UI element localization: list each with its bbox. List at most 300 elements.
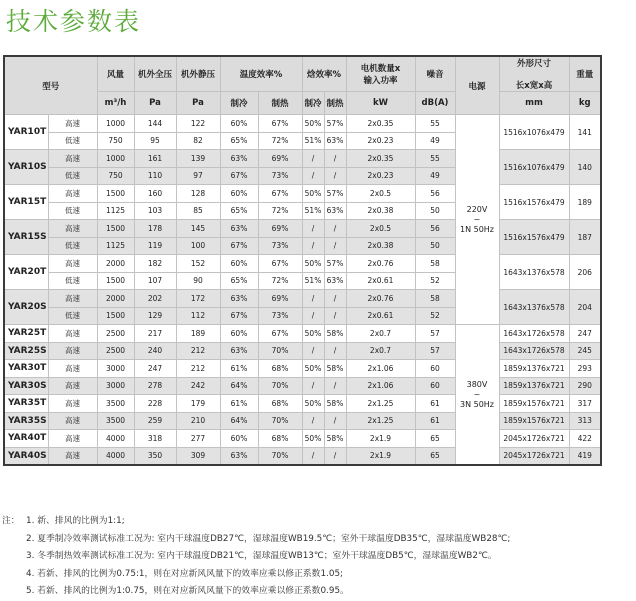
static-pressure-cell: 100: [176, 237, 220, 255]
enthalpy-cooling-cell: 50%: [302, 430, 324, 448]
enthalpy-cooling-cell: /: [302, 237, 324, 255]
noise-cell: 56: [415, 220, 455, 238]
header-total-pressure: 机外全压: [134, 56, 176, 92]
size-cell: 1643x1376x578: [499, 255, 569, 290]
temp-cooling-cell: 63%: [220, 220, 258, 238]
total-pressure-cell: 240: [134, 342, 176, 360]
noise-cell: 49: [415, 132, 455, 150]
table-row: [4, 185, 601, 203]
total-pressure-cell: 247: [134, 360, 176, 378]
airflow-cell: 1500: [97, 220, 134, 238]
total-pressure-cell: 278: [134, 377, 176, 395]
speed-cell: 高速: [48, 115, 97, 133]
temp-cooling-cell: 61%: [220, 360, 258, 378]
unit-size: mm: [499, 92, 569, 115]
power-supply-line: 1N 50Hz: [459, 224, 494, 234]
enthalpy-cooling-cell: /: [302, 447, 324, 465]
unit-airflow: m³/h: [97, 92, 134, 115]
total-pressure-cell: 182: [134, 255, 176, 273]
weight-cell: 204: [569, 290, 601, 325]
motor-cell: 2x0.35: [346, 150, 415, 168]
model-cell: YAR10T: [4, 115, 48, 150]
temp-heating-cell: 67%: [258, 255, 302, 273]
note-text: 4. 若新、排风的比例为0.75:1，则在对应新风风量下的效率应乘以修正系数1.05;: [26, 568, 343, 579]
model-cell: YAR25T: [4, 325, 48, 343]
unit-motor: kW: [346, 92, 415, 115]
enthalpy-heating-cell: /: [324, 167, 346, 185]
airflow-cell: 2000: [97, 255, 134, 273]
total-pressure-cell: 318: [134, 430, 176, 448]
size-cell: 1516x1576x479: [499, 220, 569, 255]
speed-cell: 高速: [48, 412, 97, 430]
enthalpy-heating-cell: /: [324, 150, 346, 168]
total-pressure-cell: 129: [134, 307, 176, 325]
airflow-cell: 2000: [97, 290, 134, 308]
temp-cooling-cell: 63%: [220, 150, 258, 168]
spec-table: [3, 55, 602, 466]
speed-cell: 高速: [48, 377, 97, 395]
enthalpy-cooling-cell: 50%: [302, 395, 324, 413]
power-supply-line: 380V: [466, 379, 488, 389]
weight-cell: 187: [569, 220, 601, 255]
airflow-cell: 1000: [97, 115, 134, 133]
enthalpy-cooling-cell: 50%: [302, 360, 324, 378]
airflow-cell: 3000: [97, 377, 134, 395]
temp-heating-cell: 70%: [258, 412, 302, 430]
speed-cell: 高速: [48, 255, 97, 273]
temp-heating-cell: 70%: [258, 377, 302, 395]
table-row: [4, 377, 601, 395]
total-pressure-cell: 144: [134, 115, 176, 133]
temp-cooling-cell: 63%: [220, 342, 258, 360]
temp-heating-cell: 72%: [258, 202, 302, 220]
enthalpy-heating-cell: 57%: [324, 115, 346, 133]
noise-cell: 58: [415, 290, 455, 308]
total-pressure-cell: 217: [134, 325, 176, 343]
speed-cell: 高速: [48, 360, 97, 378]
noise-cell: 56: [415, 185, 455, 203]
size-cell: 1859x1576x721: [499, 412, 569, 430]
enthalpy-heating-cell: 57%: [324, 185, 346, 203]
note-text: 5. 若新、排风的比例为1:0.75，则在对应新风风量下的效率应乘以修正系数0.95。: [26, 586, 349, 596]
speed-cell: 高速: [48, 447, 97, 465]
motor-cell: 2x1.9: [346, 447, 415, 465]
static-pressure-cell: 97: [176, 167, 220, 185]
total-pressure-cell: 228: [134, 395, 176, 413]
enthalpy-cooling-cell: /: [302, 290, 324, 308]
power-supply-cell: [455, 115, 499, 325]
static-pressure-cell: 112: [176, 307, 220, 325]
speed-cell: 低速: [48, 237, 97, 255]
temp-cooling-cell: 60%: [220, 325, 258, 343]
size-cell: 2045x1726x721: [499, 430, 569, 448]
airflow-cell: 1500: [97, 272, 134, 290]
static-pressure-cell: 189: [176, 325, 220, 343]
weight-cell: 247: [569, 325, 601, 343]
size-cell: 1643x1376x578: [499, 290, 569, 325]
table-row: [4, 412, 601, 430]
enthalpy-heating-cell: 58%: [324, 360, 346, 378]
enthalpy-heating-cell: /: [324, 290, 346, 308]
notes: [2, 513, 510, 601]
noise-cell: 58: [415, 255, 455, 273]
temp-cooling-cell: 61%: [220, 395, 258, 413]
table-row: [4, 360, 601, 378]
temp-cooling-cell: 60%: [220, 185, 258, 203]
motor-cell: 2x0.23: [346, 132, 415, 150]
temp-cooling-cell: 67%: [220, 307, 258, 325]
temp-heating-cell: 67%: [258, 115, 302, 133]
airflow-cell: 2500: [97, 325, 134, 343]
speed-cell: 高速: [48, 220, 97, 238]
total-pressure-cell: 350: [134, 447, 176, 465]
noise-cell: 49: [415, 167, 455, 185]
header-noise: 噪音: [415, 56, 455, 92]
size-cell: 1859x1376x721: [499, 377, 569, 395]
total-pressure-cell: 107: [134, 272, 176, 290]
power-supply-cell: [455, 325, 499, 466]
airflow-cell: 3000: [97, 360, 134, 378]
weight-cell: 419: [569, 447, 601, 465]
temp-heating-cell: 67%: [258, 325, 302, 343]
motor-cell: 2x0.7: [346, 342, 415, 360]
size-cell: 1516x1076x479: [499, 115, 569, 150]
noise-cell: 55: [415, 115, 455, 133]
table-row: [4, 395, 601, 413]
temp-cooling-cell: 60%: [220, 255, 258, 273]
motor-cell: 2x0.61: [346, 272, 415, 290]
size-cell: 1643x1726x578: [499, 342, 569, 360]
temp-cooling-cell: 67%: [220, 167, 258, 185]
speed-cell: 低速: [48, 272, 97, 290]
static-pressure-cell: 212: [176, 360, 220, 378]
enthalpy-heating-cell: 63%: [324, 272, 346, 290]
static-pressure-cell: 85: [176, 202, 220, 220]
enthalpy-cooling-cell: /: [302, 342, 324, 360]
total-pressure-cell: 161: [134, 150, 176, 168]
temp-cooling-cell: 64%: [220, 412, 258, 430]
noise-cell: 57: [415, 342, 455, 360]
temp-heating-cell: 72%: [258, 132, 302, 150]
enthalpy-cooling-cell: 50%: [302, 115, 324, 133]
enthalpy-cooling-cell: /: [302, 412, 324, 430]
header-temp-heating: 制热: [258, 92, 302, 115]
motor-cell: 2x1.06: [346, 360, 415, 378]
table-row: [4, 290, 601, 308]
model-cell: YAR15T: [4, 185, 48, 220]
temp-heating-cell: 69%: [258, 290, 302, 308]
speed-cell: 低速: [48, 307, 97, 325]
size-cell: 1643x1726x578: [499, 325, 569, 343]
note-item: [2, 513, 510, 531]
airflow-cell: 3500: [97, 395, 134, 413]
unit-weight: kg: [569, 92, 601, 115]
header-temp-cooling: 制冷: [220, 92, 258, 115]
temp-heating-cell: 68%: [258, 430, 302, 448]
header-motor: 电机数量x 输入功率: [346, 56, 415, 92]
table-row: [4, 255, 601, 273]
airflow-cell: 1500: [97, 307, 134, 325]
table-row: [4, 342, 601, 360]
motor-cell: 2x0.61: [346, 307, 415, 325]
header-model: 型号: [4, 56, 97, 115]
total-pressure-cell: 103: [134, 202, 176, 220]
unit-static-pressure: Pa: [176, 92, 220, 115]
static-pressure-cell: 210: [176, 412, 220, 430]
note-prefix: 注：: [2, 516, 20, 526]
enthalpy-cooling-cell: 51%: [302, 132, 324, 150]
airflow-cell: 750: [97, 132, 134, 150]
model-cell: YAR20T: [4, 255, 48, 290]
model-cell: YAR30S: [4, 377, 48, 395]
temp-heating-cell: 73%: [258, 237, 302, 255]
header-temp-efficiency: 温度效率%: [220, 56, 302, 92]
table-row: [4, 325, 601, 343]
speed-cell: 高速: [48, 290, 97, 308]
weight-cell: 245: [569, 342, 601, 360]
temp-heating-cell: 67%: [258, 185, 302, 203]
speed-cell: 低速: [48, 132, 97, 150]
model-cell: YAR40S: [4, 447, 48, 465]
model-cell: YAR40T: [4, 430, 48, 448]
temp-cooling-cell: 60%: [220, 115, 258, 133]
note-item: [2, 531, 510, 549]
static-pressure-cell: 128: [176, 185, 220, 203]
enthalpy-cooling-cell: 50%: [302, 255, 324, 273]
total-pressure-cell: 119: [134, 237, 176, 255]
noise-cell: 61: [415, 412, 455, 430]
weight-cell: 141: [569, 115, 601, 150]
enthalpy-heating-cell: /: [324, 307, 346, 325]
airflow-cell: 1500: [97, 185, 134, 203]
table-row: [4, 220, 601, 238]
motor-cell: 2x0.76: [346, 290, 415, 308]
speed-cell: 高速: [48, 342, 97, 360]
enthalpy-cooling-cell: /: [302, 220, 324, 238]
airflow-cell: 2500: [97, 342, 134, 360]
static-pressure-cell: 242: [176, 377, 220, 395]
temp-heating-cell: 70%: [258, 447, 302, 465]
static-pressure-cell: 179: [176, 395, 220, 413]
power-supply-line: 3N 50Hz: [459, 399, 494, 409]
header-enthalpy-efficiency: 焓效率%: [302, 56, 346, 92]
enthalpy-cooling-cell: /: [302, 377, 324, 395]
motor-cell: 2x0.38: [346, 237, 415, 255]
speed-cell: 高速: [48, 325, 97, 343]
noise-cell: 52: [415, 272, 455, 290]
static-pressure-cell: 145: [176, 220, 220, 238]
speed-cell: 高速: [48, 185, 97, 203]
motor-cell: 2x1.25: [346, 412, 415, 430]
static-pressure-cell: 122: [176, 115, 220, 133]
enthalpy-cooling-cell: 51%: [302, 272, 324, 290]
enthalpy-heating-cell: /: [324, 220, 346, 238]
enthalpy-cooling-cell: 50%: [302, 185, 324, 203]
header-static-pressure: 机外静压: [176, 56, 220, 92]
model-cell: YAR35T: [4, 395, 48, 413]
total-pressure-cell: 178: [134, 220, 176, 238]
power-supply-line: ~: [473, 389, 481, 399]
noise-cell: 65: [415, 447, 455, 465]
size-cell: 1859x1376x721: [499, 360, 569, 378]
static-pressure-cell: 212: [176, 342, 220, 360]
airflow-cell: 750: [97, 167, 134, 185]
static-pressure-cell: 152: [176, 255, 220, 273]
noise-cell: 61: [415, 395, 455, 413]
enthalpy-heating-cell: 57%: [324, 255, 346, 273]
model-cell: YAR20S: [4, 290, 48, 325]
total-pressure-cell: 259: [134, 412, 176, 430]
enthalpy-heating-cell: /: [324, 412, 346, 430]
motor-cell: 2x1.9: [346, 430, 415, 448]
weight-cell: 313: [569, 412, 601, 430]
weight-cell: 290: [569, 377, 601, 395]
motor-cell: 2x0.76: [346, 255, 415, 273]
static-pressure-cell: 172: [176, 290, 220, 308]
enthalpy-heating-cell: 58%: [324, 430, 346, 448]
header-enthalpy-heating: 制热: [324, 92, 346, 115]
motor-cell: 2x0.35: [346, 115, 415, 133]
enthalpy-cooling-cell: 51%: [302, 202, 324, 220]
motor-cell: 2x0.7: [346, 325, 415, 343]
model-cell: YAR30T: [4, 360, 48, 378]
table-row: [4, 115, 601, 133]
temp-heating-cell: 70%: [258, 342, 302, 360]
enthalpy-heating-cell: 58%: [324, 395, 346, 413]
enthalpy-heating-cell: /: [324, 342, 346, 360]
noise-cell: 55: [415, 150, 455, 168]
enthalpy-cooling-cell: 50%: [302, 325, 324, 343]
temp-cooling-cell: 64%: [220, 377, 258, 395]
unit-noise: dB(A): [415, 92, 455, 115]
total-pressure-cell: 202: [134, 290, 176, 308]
table-row: [4, 447, 601, 465]
weight-cell: 317: [569, 395, 601, 413]
note-text: 3. 冬季制热效率测试标准工况为: 室内干球温度DB21℃，湿球温度WB13℃；室外干球温度DB5℃，湿球温度WB2℃。: [26, 551, 497, 561]
noise-cell: 57: [415, 325, 455, 343]
temp-cooling-cell: 65%: [220, 272, 258, 290]
static-pressure-cell: 90: [176, 272, 220, 290]
total-pressure-cell: 160: [134, 185, 176, 203]
temp-heating-cell: 68%: [258, 360, 302, 378]
total-pressure-cell: 110: [134, 167, 176, 185]
unit-total-pressure: Pa: [134, 92, 176, 115]
temp-cooling-cell: 60%: [220, 430, 258, 448]
speed-cell: 低速: [48, 167, 97, 185]
static-pressure-cell: 309: [176, 447, 220, 465]
model-cell: YAR25S: [4, 342, 48, 360]
motor-cell: 2x1.25: [346, 395, 415, 413]
enthalpy-heating-cell: /: [324, 447, 346, 465]
static-pressure-cell: 139: [176, 150, 220, 168]
enthalpy-heating-cell: /: [324, 237, 346, 255]
static-pressure-cell: 82: [176, 132, 220, 150]
enthalpy-heating-cell: 63%: [324, 132, 346, 150]
temp-cooling-cell: 63%: [220, 290, 258, 308]
header-enthalpy-cooling: 制冷: [302, 92, 324, 115]
speed-cell: 高速: [48, 395, 97, 413]
weight-cell: 206: [569, 255, 601, 290]
note-text: 2. 夏季制冷效率测试标准工况为: 室内干球温度DB27℃，湿球温度WB19.5℃；室外干球温度DB35℃，湿球温度WB28℃;: [26, 533, 511, 544]
temp-heating-cell: 69%: [258, 220, 302, 238]
header-power: 电源: [455, 56, 499, 115]
static-pressure-cell: 277: [176, 430, 220, 448]
header-weight: 重量: [569, 56, 601, 92]
speed-cell: 高速: [48, 430, 97, 448]
total-pressure-cell: 95: [134, 132, 176, 150]
note-item: [2, 583, 510, 601]
enthalpy-heating-cell: /: [324, 377, 346, 395]
note-item: [2, 548, 510, 566]
motor-cell: 2x0.38: [346, 202, 415, 220]
note-item: [2, 566, 510, 584]
airflow-cell: 4000: [97, 447, 134, 465]
weight-cell: 140: [569, 150, 601, 185]
model-cell: YAR35S: [4, 412, 48, 430]
airflow-cell: 1000: [97, 150, 134, 168]
enthalpy-cooling-cell: /: [302, 307, 324, 325]
temp-heating-cell: 72%: [258, 272, 302, 290]
temp-cooling-cell: 67%: [220, 237, 258, 255]
weight-cell: 422: [569, 430, 601, 448]
temp-heating-cell: 68%: [258, 395, 302, 413]
weight-cell: 189: [569, 185, 601, 220]
spec-table-body: [4, 115, 601, 466]
size-cell: 1516x1076x479: [499, 150, 569, 185]
power-supply-line: ~: [473, 214, 481, 224]
airflow-cell: 1125: [97, 237, 134, 255]
temp-cooling-cell: 63%: [220, 447, 258, 465]
size-cell: 1859x1576x721: [499, 395, 569, 413]
noise-cell: 50: [415, 237, 455, 255]
weight-cell: 293: [569, 360, 601, 378]
airflow-cell: 4000: [97, 430, 134, 448]
motor-cell: 2x0.5: [346, 185, 415, 203]
header-size: 外形尺寸 长x宽x高: [499, 56, 569, 92]
speed-cell: 高速: [48, 150, 97, 168]
airflow-cell: 3500: [97, 412, 134, 430]
noise-cell: 60: [415, 360, 455, 378]
noise-cell: 52: [415, 307, 455, 325]
temp-cooling-cell: 65%: [220, 202, 258, 220]
motor-cell: 2x1.06: [346, 377, 415, 395]
size-cell: 2045x1726x721: [499, 447, 569, 465]
enthalpy-heating-cell: 58%: [324, 325, 346, 343]
temp-cooling-cell: 65%: [220, 132, 258, 150]
temp-heating-cell: 69%: [258, 150, 302, 168]
motor-cell: 2x0.23: [346, 167, 415, 185]
table-row: [4, 430, 601, 448]
header-airflow: 风量: [97, 56, 134, 92]
power-supply-line: 220V: [466, 204, 488, 214]
page-title: 技术参数表: [6, 7, 142, 36]
noise-cell: 60: [415, 377, 455, 395]
enthalpy-heating-cell: 63%: [324, 202, 346, 220]
enthalpy-cooling-cell: /: [302, 167, 324, 185]
model-cell: YAR10S: [4, 150, 48, 185]
airflow-cell: 1125: [97, 202, 134, 220]
temp-heating-cell: 73%: [258, 307, 302, 325]
noise-cell: 65: [415, 430, 455, 448]
noise-cell: 50: [415, 202, 455, 220]
speed-cell: 低速: [48, 202, 97, 220]
temp-heating-cell: 73%: [258, 167, 302, 185]
size-cell: 1516x1576x479: [499, 185, 569, 220]
table-row: [4, 150, 601, 168]
note-text: 1. 新、排风的比例为1:1;: [26, 516, 125, 526]
model-cell: YAR15S: [4, 220, 48, 255]
motor-cell: 2x0.5: [346, 220, 415, 238]
